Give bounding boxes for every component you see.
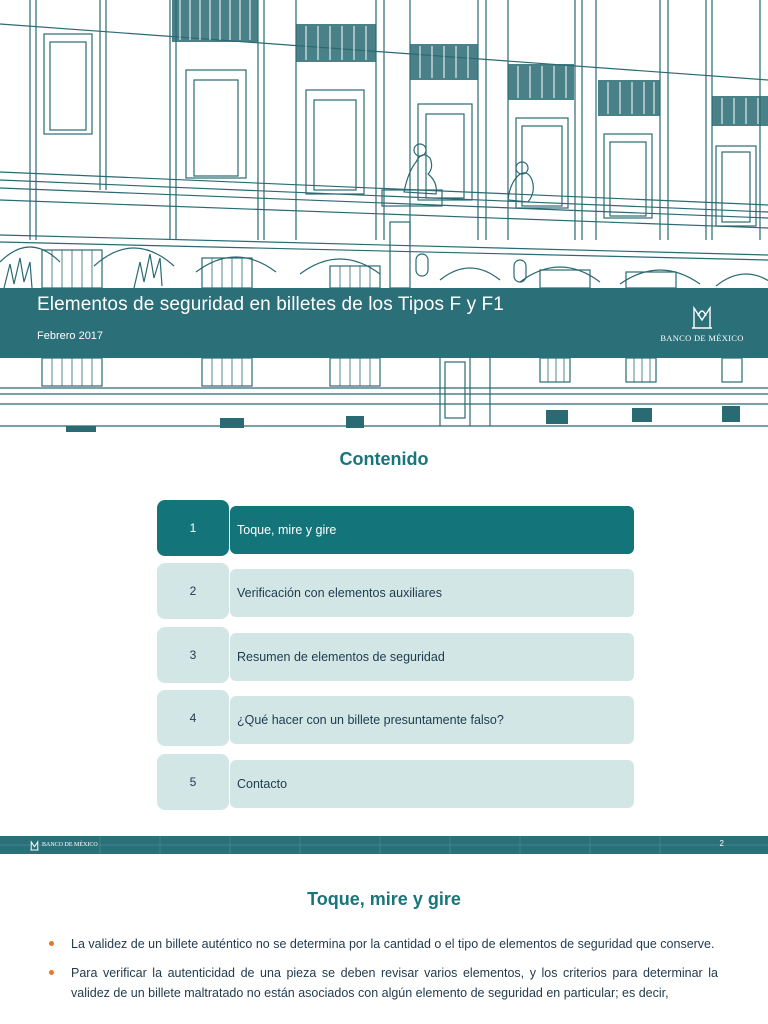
bullet-dot-icon bbox=[49, 941, 54, 946]
bullet-dot-icon bbox=[49, 970, 54, 975]
toc-item-label: Verificación con elementos auxiliares bbox=[230, 569, 634, 617]
bullet-text: La validez de un billete auténtico no se determina por la cantidad o el tipo de elementos de seguridad que conserve. bbox=[71, 937, 715, 951]
document-date: Febrero 2017 bbox=[37, 330, 104, 342]
bank-emblem-icon bbox=[30, 840, 39, 851]
bullet-list bbox=[48, 934, 718, 1012]
toc-item-number: 5 bbox=[157, 754, 229, 810]
footer-bank-name: BANCO DE MÉXICO bbox=[42, 842, 98, 848]
bank-emblem-icon bbox=[691, 304, 713, 330]
toc-item-label: Resumen de elementos de seguridad bbox=[230, 633, 634, 681]
footer-pattern bbox=[0, 836, 768, 854]
toc-item-1[interactable] bbox=[157, 500, 634, 556]
bullet-text: Para verificar la autenticidad de una pieza se deben revisar varios elementos, y los criterios para determinar la validez de un billete maltratado no están asociados con algún elemento de seguridad en particular; es decir, bbox=[71, 966, 718, 1000]
bank-logo bbox=[660, 304, 744, 348]
footer-logo bbox=[30, 839, 98, 851]
toc-item-label: ¿Qué hacer con un billete presuntamente falso? bbox=[230, 696, 634, 744]
bank-name: BANCO DE MÉXICO bbox=[660, 333, 744, 343]
toc-item-label: Toque, mire y gire bbox=[230, 506, 634, 554]
toc-item-3[interactable] bbox=[157, 627, 634, 683]
toc-item-number: 2 bbox=[157, 563, 229, 619]
cover-illustration bbox=[0, 0, 768, 432]
title-band bbox=[0, 288, 768, 358]
building-facade-illustration bbox=[0, 0, 768, 432]
document-title: Elementos de seguridad en billetes de los Tipos F y F1 bbox=[37, 294, 504, 315]
toc-item-4[interactable] bbox=[157, 690, 634, 746]
toc-item-number: 1 bbox=[157, 500, 229, 556]
toc-item-2[interactable] bbox=[157, 563, 634, 619]
slide-heading: Toque, mire y gire bbox=[307, 889, 461, 909]
slide-footer bbox=[0, 836, 768, 854]
toc-item-number: 4 bbox=[157, 690, 229, 746]
page-number: 2 bbox=[719, 839, 724, 848]
toc-item-5[interactable] bbox=[157, 754, 634, 810]
bullet-item bbox=[48, 963, 718, 1003]
toc-item-number: 3 bbox=[157, 627, 229, 683]
toc-item-label: Contacto bbox=[230, 760, 634, 808]
contents-heading: Contenido bbox=[339, 449, 429, 469]
bullet-item bbox=[48, 934, 718, 954]
